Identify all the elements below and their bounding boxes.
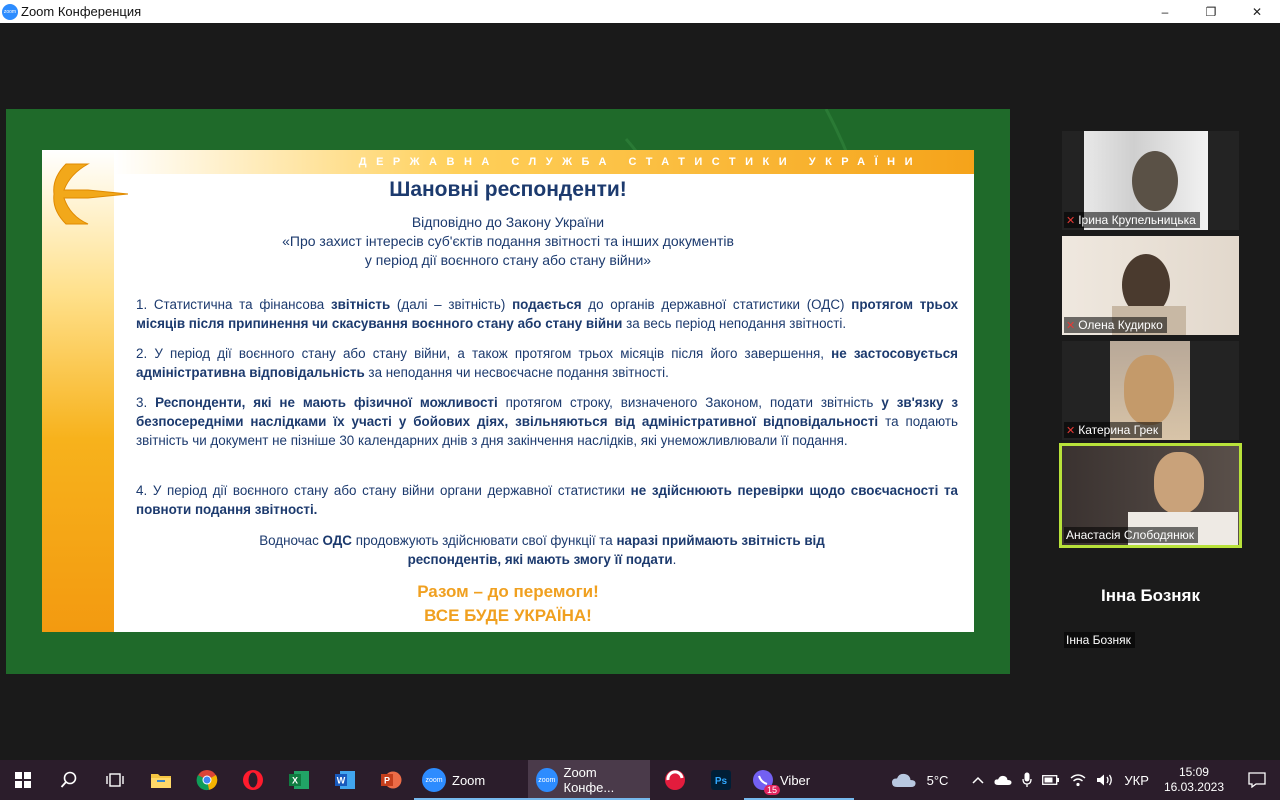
excel-icon[interactable] [276, 760, 322, 800]
zoom-icon: zoom [422, 768, 446, 792]
participant-name: Інна Бозняк [1066, 633, 1131, 647]
body-text: та подають звітність чи документ не пізніше 30 календарних днів з дня закінчення наслідків, які унеможливлювали її подання. [136, 414, 958, 448]
onedrive-icon[interactable] [989, 774, 1017, 786]
body-text: за неподання чи несвоєчасне подання звітності. [364, 365, 669, 380]
zoom-icon: zoom [536, 768, 558, 792]
minimize-button[interactable]: – [1161, 4, 1169, 19]
slide-banner [114, 150, 974, 174]
window-titlebar [0, 0, 1280, 23]
slide-subtitle-1: Відповідно до Закону України [411, 214, 605, 230]
slide-slogan-2: ВСЕ БУДЕ УКРАЇНА! [424, 606, 592, 625]
taskbar-zoom-conference[interactable] [528, 760, 650, 800]
svg-text:Ps: Ps [714, 776, 728, 787]
system-tray [886, 760, 1280, 800]
participant-tile[interactable] [1062, 341, 1239, 440]
participant-placeholder-name: Інна Бозняк [1101, 586, 1200, 605]
participant-name: Ірина Крупельницька [1078, 213, 1196, 227]
body-text: . [672, 552, 677, 567]
participant-tile[interactable] [1062, 131, 1239, 230]
weather-temperature[interactable]: 5°C [926, 772, 949, 788]
participant-name-tag [1064, 422, 1162, 438]
participant-name-tag [1064, 212, 1200, 228]
banner-text: ДЕРЖАВНА СЛУЖБА СТАТИСТИКИ УКРАЇНИ [358, 156, 922, 168]
emphasis-text: ОДС [322, 533, 352, 548]
taskbar-zoom-conference-label: Zoom Конфе... [563, 765, 615, 795]
body-text: 3. [136, 395, 156, 410]
participant-tile[interactable] [1062, 551, 1239, 650]
emphasis-text: звітність [330, 297, 391, 312]
photoshop-icon[interactable] [698, 760, 744, 800]
mic-muted-icon: ✕ [1066, 424, 1076, 437]
volume-icon[interactable] [1091, 773, 1119, 787]
search-icon[interactable] [46, 760, 92, 800]
body-text: Водночас [259, 533, 323, 548]
taskbar-viber-label: Viber [780, 772, 811, 788]
emphasis-text: у зв'язку з безпосередніми наслідками їх участі у бойових діях, звільняються від адміністративної відповідальності [136, 395, 958, 429]
mic-muted-icon: ✕ [1066, 214, 1076, 227]
svg-text:X: X [291, 775, 299, 786]
show-hidden-icons[interactable] [967, 776, 989, 784]
zoom-app-icon: zoom [2, 4, 18, 20]
clock-date: 16.03.2023 [1163, 780, 1224, 794]
viber-unread-badge: 15 [764, 785, 780, 795]
participant-name: Катерина Грек [1078, 423, 1159, 437]
emphasis-text: не застосовується адміністративна відповідальність [136, 346, 958, 380]
microphone-icon[interactable] [1017, 772, 1037, 788]
battery-icon[interactable] [1037, 774, 1065, 786]
close-button[interactable]: ✕ [1251, 4, 1263, 19]
emphasis-text: подається [512, 297, 582, 312]
powerpoint-icon[interactable] [368, 760, 414, 800]
slide-subtitle-3: у період дії воєнного стану або стану війни» [364, 252, 652, 268]
chrome-icon[interactable] [184, 760, 230, 800]
participant-name: Олена Кудирко [1078, 318, 1163, 332]
system-clock[interactable] [1154, 765, 1234, 795]
maximize-button[interactable]: ❐ [1205, 4, 1217, 19]
slide-paragraph-1 [136, 295, 958, 333]
taskbar-zoom-label: Zoom [452, 772, 486, 788]
body-text: до органів державної статистики (ОДС) [581, 297, 852, 312]
shared-screen [6, 109, 1010, 674]
input-language[interactable]: УКР [1124, 772, 1149, 788]
clock-time: 15:09 [1178, 765, 1209, 779]
start-icon[interactable] [0, 760, 46, 800]
emphasis-text: протягом трьох місяців після припинення чи скасування воєнного стану або стану війни [136, 297, 959, 331]
body-text: протягом строку, визначеного Законом, подати звітність [497, 395, 882, 410]
opera-icon[interactable] [230, 760, 276, 800]
body-text: 4. У період дії воєнного стану або стану війни органи державної статистики [136, 483, 631, 498]
svg-text:P: P [383, 775, 391, 786]
slide-paragraph-5 [232, 531, 852, 569]
body-text: за весь період неподання звітності. [622, 316, 847, 331]
body-text: 1. Статистична та фінансова [136, 297, 331, 312]
body-text: 2. У період дії воєнного стану або стану війни, а також протягом трьох місяців після його завершення, [136, 346, 832, 361]
window-controls [1142, 0, 1280, 23]
wifi-icon[interactable] [1065, 773, 1091, 787]
taskbar-zoom[interactable] [414, 760, 528, 800]
word-icon[interactable] [322, 760, 368, 800]
file-explorer-icon[interactable] [138, 760, 184, 800]
emphasis-text: наразі приймають звітність від респондентів, які мають змогу її подати [407, 533, 825, 567]
presentation-slide [42, 150, 974, 632]
slide-paragraph-3 [136, 393, 958, 450]
body-text: (далі – звітність) [390, 297, 513, 312]
svg-text:W: W [336, 775, 346, 786]
participant-tile-active-speaker[interactable] [1062, 446, 1239, 545]
participant-name-tag [1064, 317, 1167, 333]
mic-muted-icon: ✕ [1066, 319, 1076, 332]
slide-paragraph-4 [136, 481, 958, 519]
slide-subtitle-2: «Про захист інтересів суб'єктів подання звітності та інших документів [282, 233, 734, 249]
vpn-app-icon[interactable] [652, 760, 698, 800]
taskbar-viber[interactable] [744, 760, 854, 800]
weather-icon[interactable] [886, 772, 922, 788]
notifications-icon[interactable] [1234, 772, 1280, 788]
emphasis-text: не здійснюють перевірки щодо своєчасності та повноти подання звітності. [136, 483, 958, 517]
slide-slogan-1: Разом – до перемоги! [417, 582, 599, 601]
windows-taskbar [0, 760, 1280, 800]
participant-name-tag [1064, 632, 1135, 648]
participant-name: Анастасія Слободянюк [1066, 528, 1194, 542]
slide-title: Шановні респонденти! [389, 178, 627, 201]
participant-tile[interactable] [1062, 236, 1239, 335]
emphasis-text: Респонденти, які не мають фізичної можливості [155, 395, 498, 410]
task-view-icon[interactable] [92, 760, 138, 800]
body-text: продовжують здійснювати свої функції та [351, 533, 617, 548]
window-title: Zoom Конференция [21, 4, 142, 19]
slide-paragraph-2 [136, 344, 958, 382]
participant-name-tag [1064, 527, 1198, 543]
